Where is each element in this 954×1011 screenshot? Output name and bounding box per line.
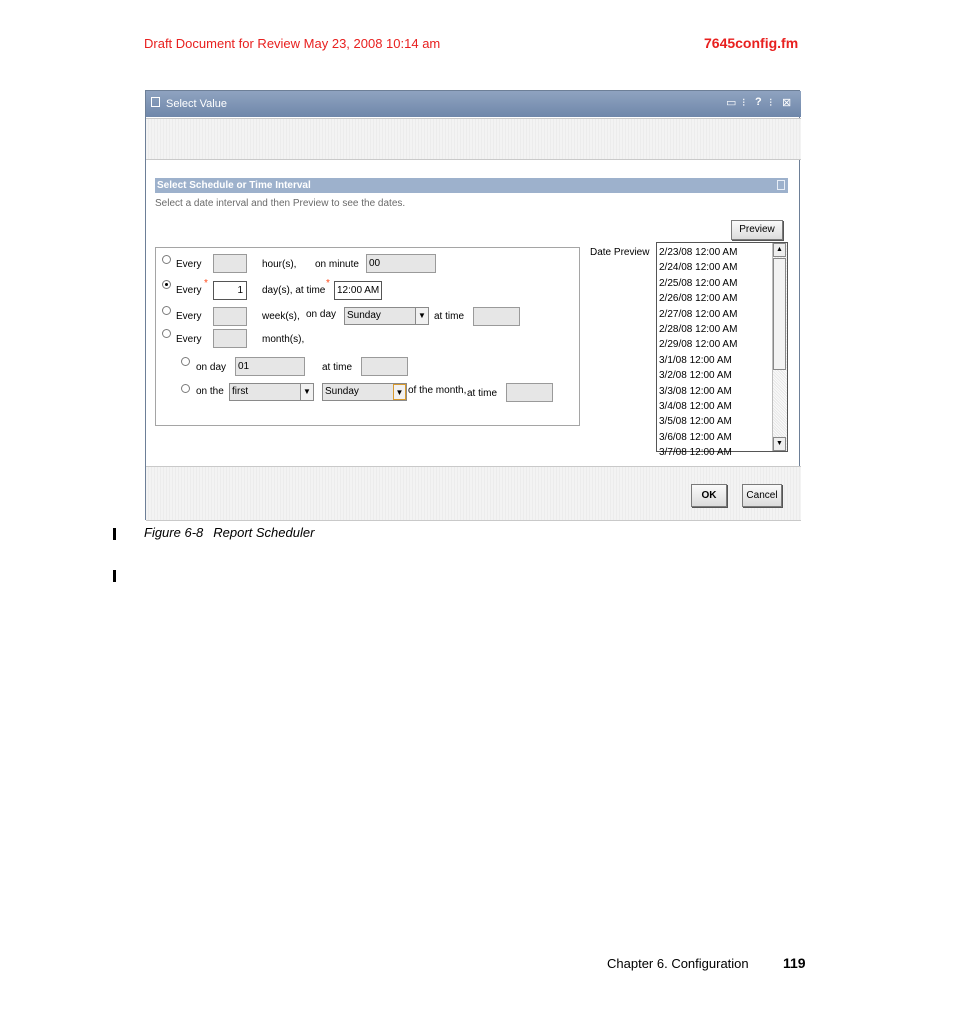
figure-number: Figure 6-8: [144, 525, 204, 540]
select-value-window: [145, 90, 800, 520]
scroll-thumb[interactable]: [773, 258, 786, 370]
months-label: month(s),: [262, 334, 305, 345]
radio-monthly[interactable]: [162, 329, 171, 338]
collapse-icon[interactable]: [777, 180, 785, 190]
date-preview-item[interactable]: 3/4/08 12:00 AM: [659, 400, 732, 412]
separator-icon: ⁝: [742, 97, 746, 109]
draft-header: Draft Document for Review May 23, 2008 10:14 am: [144, 36, 441, 51]
at-time-label-weekly: at time: [434, 311, 465, 322]
cancel-button[interactable]: Cancel: [742, 484, 782, 507]
radio-monthly-on-the[interactable]: [181, 384, 190, 393]
change-bar: [113, 528, 116, 540]
weekday-select[interactable]: [322, 383, 407, 401]
section-title: Select Schedule or Time Interval: [157, 180, 311, 191]
date-preview-list[interactable]: [656, 242, 788, 459]
on-day-label-monthly: on day: [196, 362, 227, 373]
figure-caption: [144, 525, 314, 540]
scroll-up-icon[interactable]: ▲: [773, 243, 786, 257]
date-preview-item[interactable]: 2/27/08 12:00 AM: [659, 308, 738, 320]
at-time-label-monthly: at time: [322, 362, 353, 373]
ordinal-select[interactable]: [229, 383, 314, 401]
of-the-month-label: of the month,: [408, 385, 467, 396]
section-header: [155, 178, 788, 193]
on-the-label: on the: [196, 386, 224, 397]
date-preview-item[interactable]: 2/25/08 12:00 AM: [659, 277, 738, 289]
weekday-value: Sunday: [325, 386, 359, 397]
window-title: Select Value: [166, 98, 227, 110]
monthly-day-input[interactable]: 01: [235, 357, 305, 376]
hours-label: hour(s),: [262, 259, 297, 270]
weekly-day-select[interactable]: [344, 307, 429, 325]
window-icon: [151, 97, 160, 107]
monthly-day-time-input[interactable]: [361, 357, 408, 376]
date-preview-items: [657, 245, 773, 460]
required-marker-time: *: [326, 278, 330, 289]
date-preview-item[interactable]: 3/7/08 12:00 AM: [659, 447, 732, 459]
every-label-daily: Every: [176, 285, 202, 296]
separator-icon-2: ⁝: [769, 97, 773, 109]
monthly-on-the-time-input[interactable]: [506, 383, 553, 402]
ok-button[interactable]: OK: [691, 484, 727, 507]
months-input[interactable]: [213, 329, 247, 348]
preview-button[interactable]: Preview: [731, 220, 783, 240]
footer-page-number: 119: [783, 955, 806, 971]
date-preview-item[interactable]: 2/26/08 12:00 AM: [659, 293, 738, 305]
footer-chapter: Chapter 6. Configuration: [607, 956, 749, 971]
every-label-weekly: Every: [176, 311, 202, 322]
weekly-day-value: Sunday: [347, 310, 381, 321]
instructions-text: Select a date interval and then Preview to see the dates.: [155, 198, 406, 209]
ordinal-value: first: [232, 386, 249, 397]
date-preview-item[interactable]: 2/28/08 12:00 AM: [659, 323, 738, 335]
date-preview-item[interactable]: 3/6/08 12:00 AM: [659, 431, 732, 443]
daily-time-input[interactable]: 12:00 AM: [334, 281, 382, 300]
window-titlebar: [146, 91, 801, 117]
radio-daily[interactable]: [162, 280, 171, 289]
date-preview-item[interactable]: 3/5/08 12:00 AM: [659, 416, 732, 428]
every-label-monthly: Every: [176, 334, 202, 345]
at-time-label-on-the: at time: [467, 388, 498, 399]
date-preview-item[interactable]: 2/23/08 12:00 AM: [659, 247, 738, 258]
on-minute-label: on minute: [315, 259, 359, 270]
date-preview-item[interactable]: 2/29/08 12:00 AM: [659, 339, 738, 351]
radio-hourly[interactable]: [162, 255, 171, 264]
chevron-down-icon[interactable]: ▼: [415, 308, 428, 324]
days-label: day(s), at time: [262, 285, 326, 296]
restore-icon[interactable]: ▭: [726, 97, 737, 109]
days-input[interactable]: 1: [213, 281, 247, 300]
weeks-input[interactable]: [213, 307, 247, 326]
on-day-label: on day: [306, 309, 337, 320]
file-name-header: 7645config.fm: [704, 35, 799, 51]
radio-weekly[interactable]: [162, 306, 171, 315]
every-label-hourly: Every: [176, 259, 202, 270]
chevron-down-icon-2[interactable]: ▼: [300, 384, 313, 400]
weekly-time-input[interactable]: [473, 307, 520, 326]
date-preview-label: Date Preview: [590, 247, 650, 258]
minute-input[interactable]: 00: [366, 254, 436, 273]
top-toolbar-area: [146, 118, 801, 160]
close-icon[interactable]: ⊠: [782, 97, 792, 109]
figure-title: Report Scheduler: [213, 525, 315, 540]
hours-input[interactable]: [213, 254, 247, 273]
date-preview-item[interactable]: 3/1/08 12:00 AM: [659, 354, 732, 366]
date-preview-item[interactable]: 2/24/08 12:00 AM: [659, 262, 738, 274]
weeks-label: week(s),: [262, 311, 300, 322]
scroll-down-icon[interactable]: ▼: [773, 437, 786, 451]
preview-scrollbar[interactable]: [772, 243, 787, 451]
date-preview-item[interactable]: 3/3/08 12:00 AM: [659, 385, 732, 397]
schedule-options-group: [155, 247, 580, 426]
chevron-down-icon-3[interactable]: ▼: [393, 384, 406, 400]
change-bar-2: [113, 570, 116, 582]
radio-monthly-on-day[interactable]: [181, 357, 190, 366]
help-icon[interactable]: ?: [755, 96, 762, 108]
required-marker: *: [204, 278, 208, 289]
date-preview-item[interactable]: 3/2/08 12:00 AM: [659, 370, 732, 382]
